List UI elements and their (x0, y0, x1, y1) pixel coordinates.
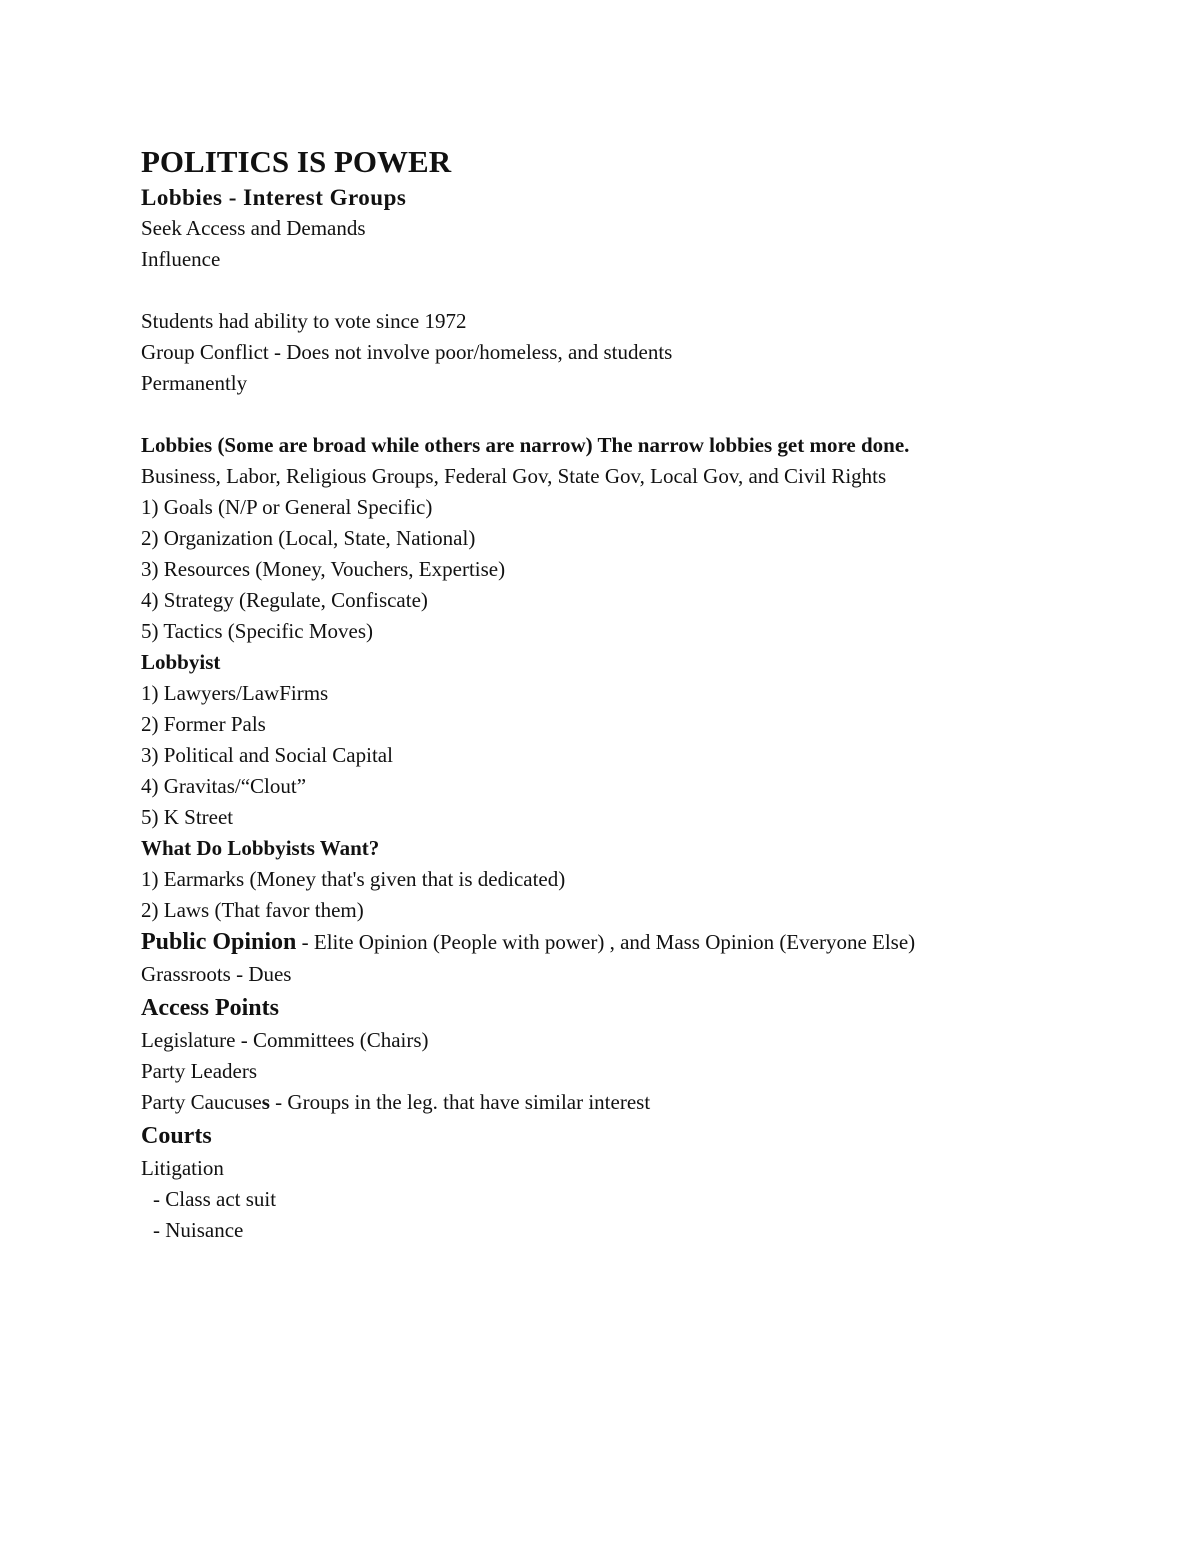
text-line: Business, Labor, Religious Groups, Federal Gov, State Gov, Local Gov, and Civil Rights (141, 464, 887, 488)
document-page (141, 142, 1101, 1246)
list-item: 2) Former Pals (141, 712, 266, 736)
text-line: Grassroots - Dues (141, 962, 292, 986)
heading-public-opinion: Public Opinion (141, 929, 297, 955)
text-line: Seek Access and Demands (141, 216, 366, 240)
list-item: 2) Organization (Local, State, National) (141, 526, 476, 550)
party-caucuses-line (141, 1087, 1101, 1118)
heading-lobbyist: Lobbyist (141, 650, 221, 674)
text-line: Permanently (141, 371, 248, 395)
document-title: POLITICS IS POWER (141, 144, 452, 179)
list-item: 1) Goals (N/P or General Specific) (141, 495, 433, 519)
heading-access-points: Access Points (141, 995, 279, 1021)
list-item: 1) Lawyers/LawFirms (141, 681, 329, 705)
list-item: 5) K Street (141, 805, 234, 829)
public-opinion-line (141, 926, 1101, 959)
party-caucuses-text: - Groups in the leg. that have similar interest (269, 1090, 651, 1114)
sub-item: - Class act suit (153, 1187, 277, 1211)
text-line: Influence (141, 247, 221, 271)
party-caucuses-bold-s: s (261, 1090, 270, 1114)
blank-line (141, 399, 1101, 430)
list-item: 4) Gravitas/“Clout” (141, 774, 307, 798)
heading-what-do-lobbyists-want: What Do Lobbyists Want? (141, 836, 380, 860)
heading-lobbies-broad-narrow: Lobbies (Some are broad while others are narrow) The narrow lobbies get more done. (141, 433, 910, 457)
text-line: Party Leaders (141, 1059, 258, 1083)
list-item: 3) Political and Social Capital (141, 743, 393, 767)
text-line: Group Conflict - Does not involve poor/homeless, and students (141, 340, 673, 364)
list-item: 2) Laws (That favor them) (141, 898, 364, 922)
list-item: 3) Resources (Money, Vouchers, Expertise) (141, 557, 506, 581)
heading-lobbies-interest-groups: Lobbies - Interest Groups (141, 185, 407, 210)
list-item: 4) Strategy (Regulate, Confiscate) (141, 588, 428, 612)
text-line: Litigation (141, 1156, 224, 1180)
text-line: Students had ability to vote since 1972 (141, 309, 467, 333)
list-item: 1) Earmarks (Money that's given that is dedicated) (141, 867, 566, 891)
public-opinion-text: - Elite Opinion (People with power) , and Mass Opinion (Everyone Else) (296, 930, 916, 954)
list-item: 5) Tactics (Specific Moves) (141, 619, 373, 643)
heading-courts: Courts (141, 1123, 212, 1149)
sub-item: - Nuisance (153, 1218, 244, 1242)
party-caucuses-label: Party Caucuse (141, 1090, 262, 1114)
blank-line (141, 275, 1101, 306)
text-line: Legislature - Committees (Chairs) (141, 1028, 429, 1052)
